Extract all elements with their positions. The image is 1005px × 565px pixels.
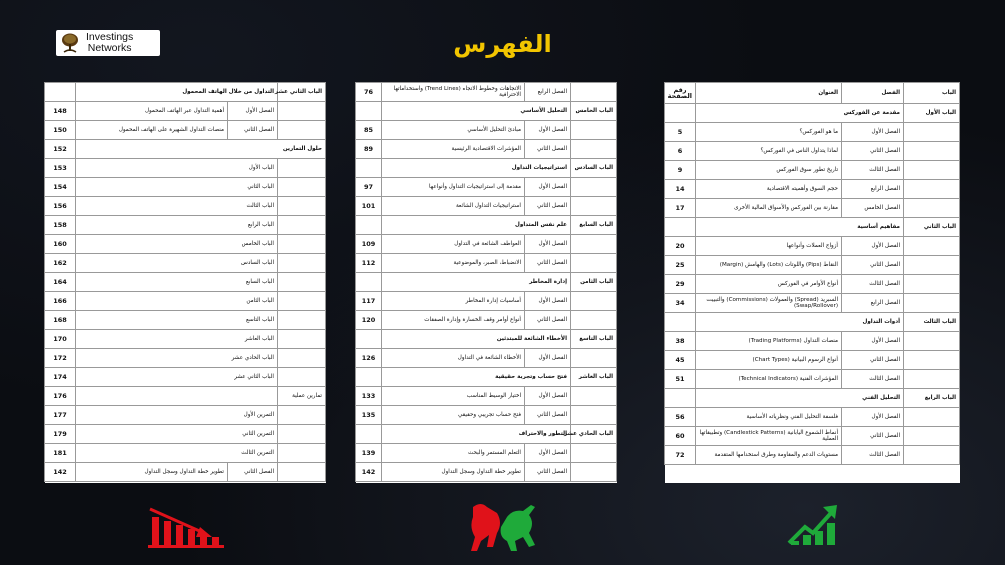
entry-title: أنماط الشموع اليابانية (Candlestick Patterns) وتطبيقاتها العملية: [696, 427, 842, 446]
sub-label: الباب التاسع: [76, 311, 278, 330]
chapter-label: [904, 294, 960, 313]
sub-label: الباب الخامس: [76, 235, 278, 254]
page-number: 45: [665, 351, 696, 370]
chapter-label: [571, 235, 617, 254]
section-label: الفصل الثالث: [842, 370, 904, 389]
page-number: [356, 273, 382, 292]
chapter-label: [904, 256, 960, 275]
table-row: [45, 349, 326, 368]
section-label: الفصل الرابع: [525, 83, 571, 102]
section-label: الفصل الثاني: [525, 406, 571, 425]
page-number: 5: [665, 123, 696, 142]
chapter-title: فتح حساب وتجربة حقيقية: [382, 368, 571, 387]
sub-label: التمرين الثالث: [76, 444, 278, 463]
sub-label: الباب الحادي عشر: [76, 349, 278, 368]
table-row: [665, 199, 960, 218]
page-number: 38: [665, 332, 696, 351]
sub-label: الباب العاشر: [76, 330, 278, 349]
table-row: [45, 330, 326, 349]
table-row: [45, 425, 326, 444]
entry-title: حجم السوق وأهميته الاقتصادية: [696, 180, 842, 199]
chapter-label: [571, 463, 617, 482]
page-number: 168: [45, 311, 76, 330]
table-row: [356, 444, 617, 463]
chapter-label: الباب العاشر: [571, 368, 617, 387]
table-row: [356, 387, 617, 406]
chapter-label: [904, 408, 960, 427]
table-row: [665, 427, 960, 446]
chapter-label: [571, 406, 617, 425]
table-row: [45, 368, 326, 387]
chapter-label: [278, 463, 326, 482]
entry-title: المؤشرات الاقتصادية الرئيسية: [382, 140, 525, 159]
index-page-1: [665, 82, 960, 483]
chapter-label: الباب السادس: [571, 159, 617, 178]
table-row: [665, 161, 960, 180]
index-table-3: [44, 82, 326, 482]
chapter-label: [278, 368, 326, 387]
brand-line1: Investings: [86, 31, 134, 43]
section-label: الفصل الأول: [525, 349, 571, 368]
table-row: [356, 273, 617, 292]
page-number: [665, 313, 696, 332]
section-label: الفصل الأول: [525, 121, 571, 140]
table-row: [45, 444, 326, 463]
chapter-label: الباب الخامس: [571, 102, 617, 121]
page-number: 120: [356, 311, 382, 330]
section-label: الفصل الثاني: [525, 311, 571, 330]
page-number: [665, 218, 696, 237]
page-number: 117: [356, 292, 382, 311]
chapter-title: مفاهيم أساسية: [696, 218, 904, 237]
page-number: 109: [356, 235, 382, 254]
table-header: [665, 83, 960, 104]
chapter-label: [571, 121, 617, 140]
table-row: [45, 311, 326, 330]
page-number: 34: [665, 294, 696, 313]
page-number: [356, 102, 382, 121]
section-label: الفصل الأول: [842, 408, 904, 427]
chapter-label: الباب الحادي عشر: [571, 425, 617, 444]
chapter-title: مقدمة عن الفوركس: [696, 104, 904, 123]
entry-title: السبريد (Spread) والعمولات (Commissions) والتبييت (Swap/Rollover): [696, 294, 842, 313]
chapter-label: [278, 254, 326, 273]
chapter-label: [278, 178, 326, 197]
sub-label: الباب الثالث: [76, 197, 278, 216]
table-row: [356, 140, 617, 159]
top-label: تمارين عملية: [278, 387, 326, 406]
page-number: [356, 159, 382, 178]
chapter-title: التحليل الفني: [696, 389, 904, 408]
chapter-label: [904, 237, 960, 256]
chapter-title: إدارة المخاطر: [382, 273, 571, 292]
section-label: الفصل الثاني: [842, 427, 904, 446]
chapter-title: استراتيجيات التداول: [382, 159, 571, 178]
chapter-label: [904, 199, 960, 218]
chapter-label: [904, 332, 960, 351]
table-row: [665, 218, 960, 237]
table-row: [356, 235, 617, 254]
empty-cell: [76, 387, 278, 406]
entry-title: أزواج العملات وأنواعها: [696, 237, 842, 256]
section-label: الفصل الأول: [228, 102, 278, 121]
page-number: 101: [356, 197, 382, 216]
section-label: الفصل الثاني: [842, 142, 904, 161]
entry-title: لماذا يتداول الناس في الفوركس؟: [696, 142, 842, 161]
entry-title: الأخطاء الشائعة في التداول: [382, 349, 525, 368]
chapter-label: [571, 349, 617, 368]
section-label: الفصل الثالث: [842, 161, 904, 180]
chapter-label: الباب الثالث: [904, 313, 960, 332]
table-row: [356, 406, 617, 425]
chapter-label: [571, 197, 617, 216]
bar-chart-down-icon: [144, 503, 226, 551]
section-label: الفصل الأول: [842, 237, 904, 256]
chapter-label: [278, 349, 326, 368]
chapter-label: [904, 351, 960, 370]
page-number: 89: [356, 140, 382, 159]
chapter-label: الباب الرابع: [904, 389, 960, 408]
table-row: [45, 140, 326, 159]
page-number: 60: [665, 427, 696, 446]
page-number: 160: [45, 235, 76, 254]
chapter-label: [278, 406, 326, 425]
index-page-2: [356, 82, 617, 483]
table-row: [665, 104, 960, 123]
table-row: [45, 292, 326, 311]
page-number: 72: [665, 446, 696, 465]
entry-title: استراتيجيات التداول الشائعة: [382, 197, 525, 216]
table-row: [665, 313, 960, 332]
table-row: [356, 463, 617, 482]
section-label: الفصل الرابع: [842, 180, 904, 199]
chapter-label: [278, 102, 326, 121]
brand-line2: Networks: [87, 42, 132, 54]
page-number: 152: [45, 140, 76, 159]
table-row: [665, 294, 960, 313]
page-number: 142: [356, 463, 382, 482]
section-label: الفصل الأول: [525, 444, 571, 463]
section-label: الفصل الأول: [525, 178, 571, 197]
page-number: 51: [665, 370, 696, 389]
page-number: [356, 368, 382, 387]
page-number: 133: [356, 387, 382, 406]
table-row: [665, 237, 960, 256]
table-row: [45, 406, 326, 425]
table-row: [356, 349, 617, 368]
table-row: [356, 216, 617, 235]
page-number: 85: [356, 121, 382, 140]
chapter-label: الباب السابع: [571, 216, 617, 235]
chapter-label: [904, 161, 960, 180]
page-number: 174: [45, 368, 76, 387]
table-row: [45, 216, 326, 235]
table-row: [45, 178, 326, 197]
table-row: [356, 197, 617, 216]
chapter-label: [278, 425, 326, 444]
table-row: [356, 178, 617, 197]
sub-label: الباب الثاني: [76, 178, 278, 197]
chapter-label: [904, 446, 960, 465]
entry-title: الاتجاهات وخطوط الاتجاه (Trend Lines) واستخداماتها الاحترافية: [382, 83, 525, 102]
table-row: [665, 389, 960, 408]
entry-title: منصات التداول الشهيرة على الهاتف المحمول: [76, 121, 228, 140]
index-page-3: [45, 82, 326, 483]
table-row: [665, 446, 960, 465]
entry-title: مستويات الدعم والمقاومة وطرق استخدامها المتقدمة: [696, 446, 842, 465]
page-number: 76: [356, 83, 382, 102]
chapter-label: [571, 444, 617, 463]
section-label: الفصل الثاني: [525, 197, 571, 216]
section-label: الفصل الثاني: [525, 254, 571, 273]
chapter-title: التحليل الأساسي: [382, 102, 571, 121]
chapter-label: [904, 142, 960, 161]
section-label: الفصل الثالث: [842, 446, 904, 465]
entry-title: تاريخ تطور سوق الفوركس: [696, 161, 842, 180]
table-row: [45, 121, 326, 140]
table-row: [356, 83, 617, 102]
page-title: الفهرس: [453, 30, 552, 58]
chapter-title: علم نفس المتداول: [382, 216, 571, 235]
entry-title: أهمية التداول عبر الهاتف المحمول: [76, 102, 228, 121]
header-title: العنوان: [696, 83, 842, 104]
table-row: [665, 142, 960, 161]
entry-title: النقاط (Pips) واللوتات (Lots) والهامش (Margin): [696, 256, 842, 275]
table-row: [665, 332, 960, 351]
page-number: [665, 104, 696, 123]
table-row: [45, 197, 326, 216]
table-row: [356, 368, 617, 387]
table-row: [356, 311, 617, 330]
chapter-label: [904, 427, 960, 446]
page-number: 148: [45, 102, 76, 121]
page-number: 112: [356, 254, 382, 273]
entry-title: أساسيات إدارة المخاطر: [382, 292, 525, 311]
table-row: [45, 254, 326, 273]
table-row: [356, 121, 617, 140]
table-row: [665, 123, 960, 142]
section-label: حلول التمارين: [76, 140, 326, 159]
table-row: [45, 387, 326, 406]
chapter-label: الباب الثامن: [571, 273, 617, 292]
chapter-title: التطور والاحتراف: [382, 425, 571, 444]
page-number: 177: [45, 406, 76, 425]
page-number: 179: [45, 425, 76, 444]
entry-title: العواطف الشائعة في التداول: [382, 235, 525, 254]
chapter-label: [278, 197, 326, 216]
entry-title: أنواع الرسوم البيانية (Chart Types): [696, 351, 842, 370]
sub-label: الباب الثاني عشر: [76, 368, 278, 387]
chapter-label: [904, 275, 960, 294]
sub-label: الباب السابع: [76, 273, 278, 292]
chapter-label: [904, 123, 960, 142]
bull-bear-icon: [467, 497, 537, 555]
page-number: 14: [665, 180, 696, 199]
header-page: رقم الصفحة: [665, 83, 696, 104]
section-label: الفصل الثالث: [842, 275, 904, 294]
table-row: [356, 330, 617, 349]
table-row: [665, 370, 960, 389]
chapter-title: أدوات التداول: [696, 313, 904, 332]
entry-title: مبادئ التحليل الأساسي: [382, 121, 525, 140]
page-number: [45, 83, 76, 102]
chapter-label: [571, 178, 617, 197]
page-number: 162: [45, 254, 76, 273]
chapter-label: [571, 292, 617, 311]
page-number: 156: [45, 197, 76, 216]
chapter-label: [904, 180, 960, 199]
chapter-label: [278, 121, 326, 140]
page-number: 139: [356, 444, 382, 463]
chapter-label: [278, 273, 326, 292]
entry-title: مقدمة إلى استراتيجيات التداول وأنواعها: [382, 178, 525, 197]
page-number: 170: [45, 330, 76, 349]
page-number: [356, 216, 382, 235]
section-label: الفصل الرابع: [842, 294, 904, 313]
page-number: 135: [356, 406, 382, 425]
table-row: [45, 159, 326, 178]
table-row: [665, 408, 960, 427]
page-number: [356, 425, 382, 444]
chapter-label: الباب الثاني عشر: [278, 83, 326, 102]
entry-title: منصات التداول (Trading Platforms): [696, 332, 842, 351]
header-chapter: الباب: [904, 83, 960, 104]
entry-title: ما هو الفوركس؟: [696, 123, 842, 142]
chapter-label: [278, 159, 326, 178]
page-number: 6: [665, 142, 696, 161]
chapter-label: [278, 292, 326, 311]
chapter-label: الباب الثاني: [904, 218, 960, 237]
index-table-2: [355, 82, 617, 482]
sub-label: الباب الرابع: [76, 216, 278, 235]
chapter-label: [904, 370, 960, 389]
page-number: 29: [665, 275, 696, 294]
chapter-label: [278, 330, 326, 349]
chapter-title: التداول من خلال الهاتف المحمول: [76, 83, 278, 102]
table-row: [45, 463, 326, 482]
table-row: [356, 292, 617, 311]
index-table-1: [664, 82, 960, 465]
section-label: الفصل الأول: [842, 332, 904, 351]
table-row: [665, 180, 960, 199]
table-row: [356, 159, 617, 178]
section-label: الفصل الثاني: [842, 351, 904, 370]
header-section: الفصل: [842, 83, 904, 104]
section-label: الفصل الثاني: [228, 121, 278, 140]
section-label: الفصل الأول: [842, 123, 904, 142]
table-row: [665, 256, 960, 275]
entry-title: أنواع أوامر وقف الخسارة وإدارة الصفقات: [382, 311, 525, 330]
page-number: 126: [356, 349, 382, 368]
section-label: الفصل الثاني: [525, 463, 571, 482]
entry-title: التعلم المستمر والبحث: [382, 444, 525, 463]
table-row: [356, 254, 617, 273]
section-label: الفصل الثاني: [842, 256, 904, 275]
section-label: الفصل الأول: [525, 387, 571, 406]
table-row: [665, 351, 960, 370]
page-number: 181: [45, 444, 76, 463]
page-number: 164: [45, 273, 76, 292]
sub-label: التمرين الأول: [76, 406, 278, 425]
entry-title: فتح حساب تجريبي وحقيقي: [382, 406, 525, 425]
chapter-label: [571, 83, 617, 102]
sub-label: الباب الثامن: [76, 292, 278, 311]
page-number: 176: [45, 387, 76, 406]
chapter-label: [278, 235, 326, 254]
page-number: 142: [45, 463, 76, 482]
entry-title: المؤشرات الفنية (Technical Indicators): [696, 370, 842, 389]
sub-label: الباب السادس: [76, 254, 278, 273]
table-row: [45, 83, 326, 102]
chapter-label: الباب التاسع: [571, 330, 617, 349]
page-number: 172: [45, 349, 76, 368]
table-row: [356, 425, 617, 444]
entry-title: اختيار الوسيط المناسب: [382, 387, 525, 406]
page-number: 153: [45, 159, 76, 178]
entry-title: تطوير خطة التداول وسجل التداول: [382, 463, 525, 482]
page-number: 154: [45, 178, 76, 197]
chapter-label: الباب الأول: [904, 104, 960, 123]
entry-title: أنواع الأوامر في الفوركس: [696, 275, 842, 294]
table-row: [356, 102, 617, 121]
table-row: [665, 275, 960, 294]
page-number: 56: [665, 408, 696, 427]
entry-title: الانضباط، الصبر، والموضوعية: [382, 254, 525, 273]
chapter-label: [571, 387, 617, 406]
page-number: 17: [665, 199, 696, 218]
chapter-label: [571, 254, 617, 273]
entry-title: فلسفة التحليل الفني ونظرياته الأساسية: [696, 408, 842, 427]
sub-label: التمرين الثاني: [76, 425, 278, 444]
section-label: الفصل الثاني: [228, 463, 278, 482]
section-label: الفصل الأول: [525, 292, 571, 311]
chapter-title: الأخطاء الشائعة للمبتدئين: [382, 330, 571, 349]
page-number: 166: [45, 292, 76, 311]
section-label: الفصل الخامس: [842, 199, 904, 218]
page-number: 25: [665, 256, 696, 275]
chapter-label: [278, 444, 326, 463]
chapter-label: [278, 216, 326, 235]
table-row: [45, 102, 326, 121]
page-number: 150: [45, 121, 76, 140]
section-label: الفصل الأول: [525, 235, 571, 254]
table-row: [45, 235, 326, 254]
entry-title: تطوير خطة التداول وسجل التداول: [76, 463, 228, 482]
chapter-label: [278, 311, 326, 330]
page-number: [356, 330, 382, 349]
chapter-label: [571, 140, 617, 159]
table-row: [45, 273, 326, 292]
page-number: 158: [45, 216, 76, 235]
trend-up-icon: [787, 501, 839, 547]
chapter-label: [571, 311, 617, 330]
page-number: 9: [665, 161, 696, 180]
page-number: 20: [665, 237, 696, 256]
entry-title: مقارنة بين الفوركس والأسواق المالية الأخرى: [696, 199, 842, 218]
section-label: الفصل الثاني: [525, 140, 571, 159]
sub-label: الباب الأول: [76, 159, 278, 178]
page-number: [665, 389, 696, 408]
page-number: 97: [356, 178, 382, 197]
